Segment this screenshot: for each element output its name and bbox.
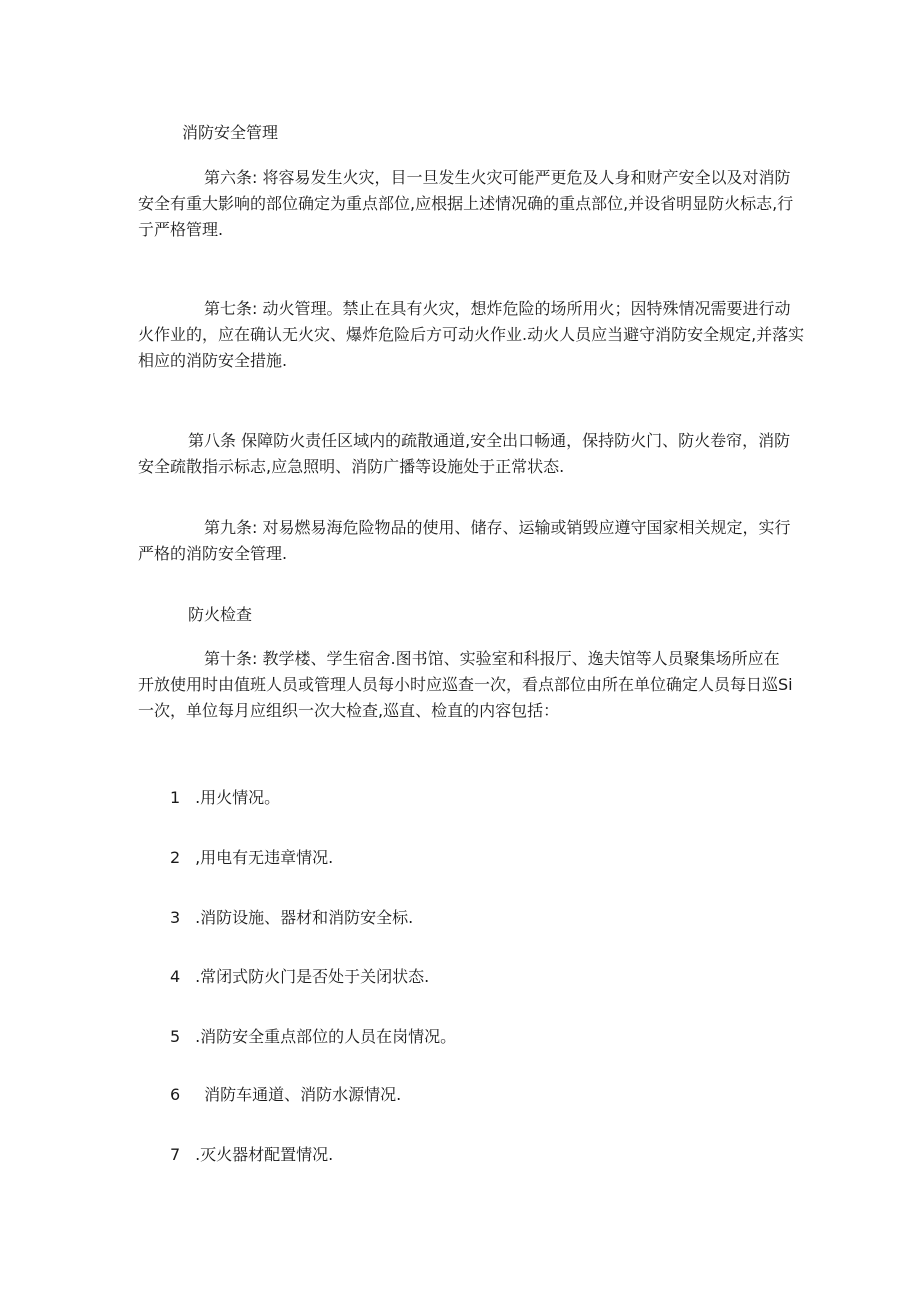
list-item-number: 6 <box>170 1085 181 1104</box>
list-item <box>170 967 429 987</box>
article-10-line-1: 第十条: 教学楼、学生宿舍.图书馆、实验室和科报厅、逸夫馆等人员聚集场所应在 <box>204 649 780 668</box>
list-item-text: .消防安全重点部位的人员在岗情况。 <box>195 1027 457 1046</box>
article-8 <box>138 428 791 480</box>
list-item <box>170 1085 401 1105</box>
article-7-line-3: 相应的消防安全措施. <box>138 351 288 370</box>
article-8-line-2: 安全疏散指示标志,应急照明、消防广播等设施处于正常状态. <box>138 457 565 476</box>
list-item-number: 5 <box>170 1027 181 1046</box>
list-item-text: .消防设施、器材和消防安全标. <box>195 908 414 927</box>
list-item-text: 消防车通道、消防水源情况. <box>204 1085 402 1104</box>
article-10 <box>138 646 793 724</box>
section-title-fire-inspection: 防火检查 <box>188 605 253 624</box>
list-item-number: 7 <box>170 1145 181 1164</box>
article-9-line-1: 第九条: 对易燃易海危险物品的使用、储存、运输或销毁应遵守国家相关规定，实行 <box>204 518 791 537</box>
section-title-fire-safety-management: 消防安全管理 <box>182 123 279 142</box>
article-7 <box>138 296 805 374</box>
article-6-line-2: 安全有重大影响的部位确定为重点部位,应根据上述情况确的重点部位,并设省明显防火标志,行 <box>138 194 794 213</box>
article-6-line-1: 第六条: 将容易发生火灾，目一旦发生火灾可能严更危及人身和财产安全以及对消防 <box>204 168 791 187</box>
list-item-number: 1 <box>170 788 181 807</box>
article-10-line-2: 开放使用时由值班人员或管理人员每小时应巡查一次，看点部位由所在单位确定人员每日巡Si <box>138 675 793 694</box>
list-item <box>170 848 333 868</box>
article-8-line-1: 第八条 保障防火责任区域内的疏散通道,安全出口畅通，保持防火门、防火卷帘，消防 <box>188 431 791 450</box>
list-item <box>170 908 413 928</box>
article-9-line-2: 严格的消防安全管理. <box>138 544 288 563</box>
article-7-line-1: 第七条: 动火管理。禁止在具有火灾，想炸危险的场所用火；因特殊情况需要进行动 <box>204 299 791 318</box>
list-item-text: ,用电有无违章情况. <box>195 848 334 867</box>
list-item <box>170 1145 333 1165</box>
list-item-number: 2 <box>170 848 181 867</box>
list-item-text: .常闭式防火门是否处于关闭状态. <box>195 967 430 986</box>
article-9 <box>138 515 791 567</box>
list-item-number: 3 <box>170 908 181 927</box>
list-item <box>170 788 280 808</box>
list-item-text: .用火情况。 <box>195 788 281 807</box>
list-item-number: 4 <box>170 967 181 986</box>
article-6 <box>138 165 794 243</box>
list-item-text: .灭火器材配置情况. <box>195 1145 334 1164</box>
article-10-line-3: 一次，单位每月应组织一次大检查,巡直、检直的内容包括： <box>138 701 560 720</box>
article-6-line-3: 亍严格管理. <box>138 220 224 239</box>
article-7-line-2: 火作业的，应在确认无火灾、爆炸危险后方可动火作业.动火人员应当避守消防安全规定,并落实 <box>138 325 805 344</box>
list-item <box>170 1027 456 1047</box>
